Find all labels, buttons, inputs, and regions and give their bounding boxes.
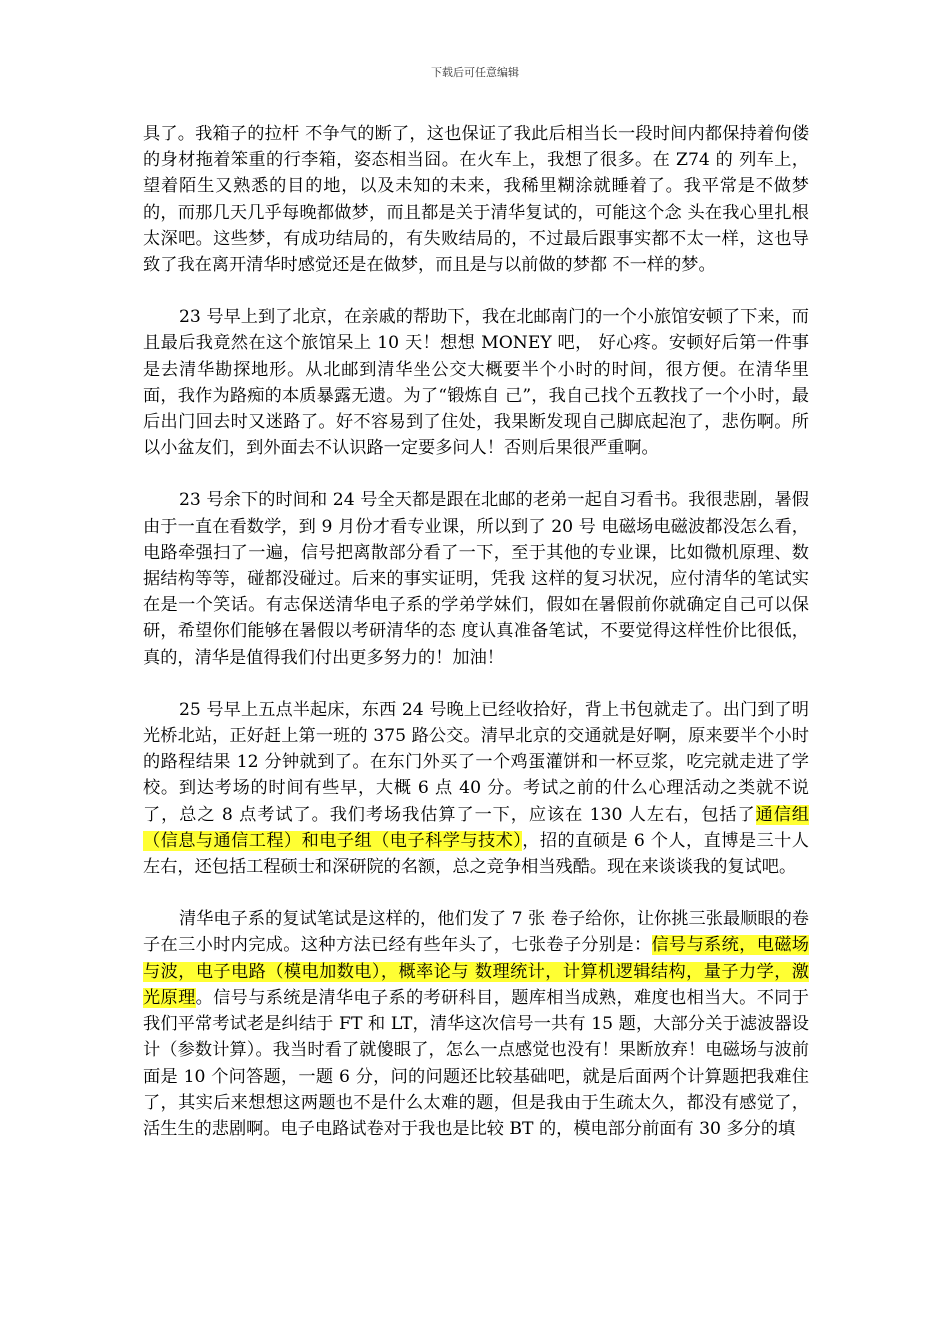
paragraph-1 bbox=[143, 121, 809, 278]
document-body bbox=[143, 121, 809, 1142]
highlighted-text: 信号与系统，电磁场与波，电子电路（模电加数电），概率论与 数理统计，计算机逻辑结构，量子力学，激光原理 bbox=[143, 935, 809, 1008]
paragraph-5-text-a: 清华电子系的复试笔试是这样的，他们发了 7 张 卷子给你，让你挑三张最顺眼的卷子在三小时内完成。这种方法已经有些年头了，七张卷子分别是： bbox=[143, 909, 809, 956]
paragraph-3 bbox=[143, 487, 809, 670]
paragraph-4-text-b: ，招的直硕是 6 个人，直博是三十人左右，还包括工程硕士和深研院的名额，总之竞争相当残酷。现在来谈谈我的复试吧。 bbox=[143, 830, 809, 878]
paragraph-2 bbox=[143, 304, 809, 461]
page-header: 下载后可任意编辑 bbox=[431, 66, 519, 79]
paragraph-5 bbox=[143, 906, 809, 1142]
paragraph-1-text: 具了。我箱子的拉杆 不争气的断了，这也保证了我此后相当长一段时间内都保持着佝偻的身材拖着笨重的行李箱，姿态相当囧。在火车上，我想了很多。在 Z74 的 列车上，望着陌生又熟悉的目的地，以及未知的未来，我稀里糊涂就睡着了。我平常是不做梦的，而那几天几乎每晚都做梦，而且都是关于清华复试的，可能这个念 头在我心里扎根太深吧。这些梦，有成功结局的，有失败结局的，不过最后跟事实都不太一样，这也导致了我在离开清华时感觉还是在做梦，而且是与以前做的梦都 不一样的梦。 bbox=[143, 124, 809, 276]
paragraph-2-text: 23 号早上到了北京，在亲戚的帮助下，我在北邮南门的一个小旅馆安顿了下来，而且最后我竟然在这个旅馆呆上 10 天！想想 MONEY 吧， 好心疼。安顿好后第一件事是去清华勘探地形。从北邮到清华坐公交大概要半个小时的时间，很方便。在清华里面，我作为路痴的本质暴露无遗。为了“锻炼自 己”，我自己找个五教找了一个小时，最后出门回去时又迷路了。好不容易到了住处，我果断发现自己脚底起泡了，悲伤啊。所以小盆友们，到外面去不认识路一定要多问人！否则后果很严重啊。 bbox=[143, 307, 809, 459]
highlighted-text: 通信组（信息与通信工程）和电子组（电子科学与技术） bbox=[143, 804, 809, 851]
paragraph-3-text: 23 号余下的时间和 24 号全天都是跟在北邮的老弟一起自习看书。我很悲剧，暑假由于一直在看数学，到 9 月份才看专业课，所以到了 20 号 电磁场电磁波都没怎么看，电路牵强扫了一遍，信号把离散部分看了一下，至于其他的专业课，比如微机原理、数据结构等等，碰都没碰过。后来的事实证明，凭我 这样的复习状况，应付清华的笔试实在是一个笑话。有志保送清华电子系的学弟学妹们，假如在暑假前你就确定自己可以保研，希望你们能够在暑假以考研清华的态 度认真准备笔试，不要觉得这样性价比很低，真的，清华是值得我们付出更多努力的！加油！ bbox=[143, 490, 809, 668]
paragraph-4 bbox=[143, 697, 809, 880]
paragraph-4-text-a: 25 号早上五点半起床，东西 24 号晚上已经收拾好，背上书包就走了。出门到了明光桥北站，正好赶上第一班的 375 路公交。清早北京的交通就是好啊，原来要半个小时的路程结果 12 分钟就到了。在东门外买了一个鸡蛋灌饼和一杯豆浆，吃完就走进了学校。到达考场的时间有些早，大概 6 点 40 分。考试之前的什么心理活动之类就不说了，总之 8 点考试了。我们考场我估算了一下，应该在 130 人左右，包括了 bbox=[143, 699, 809, 825]
paragraph-5-text-b: 。信号与系统是清华电子系的考研科目，题库相当成熟，难度也相当大。不同于我们平常考试老是纠结于 FT 和 LT，清华这次信号一共有 15 题，大部分关于滤波器设计（参数计算）。我当时看了就傻眼了，怎么一点感觉也没有！果断放弃！电磁场与波前面是 10 个问答题，一题 6 分，问的问题还比较基础吧，就是后面两个计算题把我难住了，其实后来想想这两题也不是什么太难的题，但是我由于生疏太久，都没有感觉了，活生生的悲剧啊。电子电路试卷对于我也是比较 BT 的，模电部分前面有 30 多分的填 bbox=[143, 987, 809, 1139]
